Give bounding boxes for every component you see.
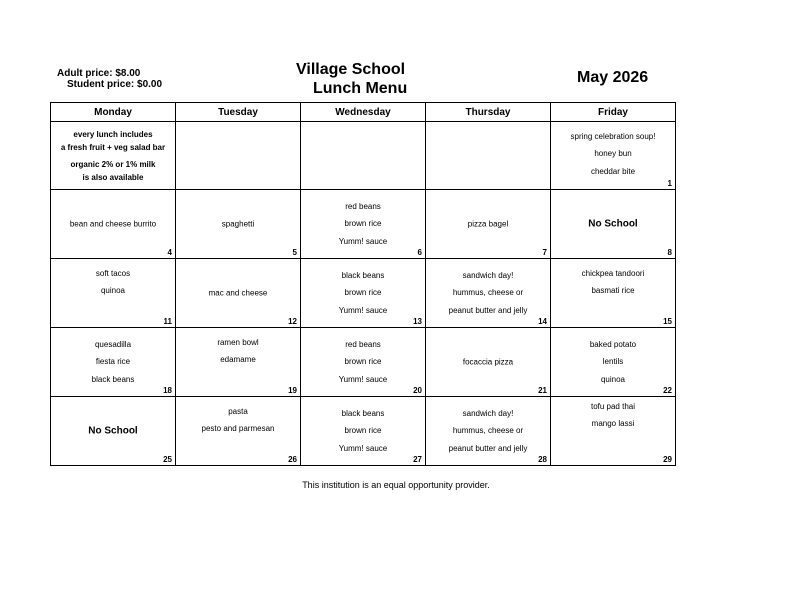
- menu-item: pesto and parmesan: [201, 424, 275, 434]
- weekday-header: Monday: [51, 103, 176, 122]
- menu-item: red beans: [345, 340, 381, 350]
- menu-item: edamame: [220, 355, 256, 365]
- day-number: 29: [663, 455, 672, 464]
- day-cell: [51, 397, 176, 466]
- menu-item: cheddar bite: [590, 166, 636, 176]
- menu-items: [301, 198, 425, 250]
- menu-item: mango lassi: [591, 419, 635, 429]
- menu-item: black beans: [341, 271, 385, 281]
- footer-statement: This institution is an equal opportunity provider.: [302, 480, 490, 490]
- menu-items: [426, 353, 550, 370]
- day-cell: [51, 328, 176, 397]
- day-cell: [551, 397, 676, 466]
- menu-items: [51, 336, 175, 388]
- menu-item: brown rice: [344, 219, 382, 229]
- title-line-2: Lunch Menu: [313, 80, 408, 97]
- day-cell: [551, 328, 676, 397]
- menu-items: [51, 422, 175, 439]
- empty-day-cell: [426, 122, 551, 190]
- day-number: 15: [663, 317, 672, 326]
- day-number: 4: [167, 248, 172, 257]
- menu-items: [51, 215, 175, 232]
- menu-item: chickpea tandoori: [581, 269, 645, 278]
- info-note-cell: [51, 122, 176, 190]
- day-number: 18: [163, 386, 172, 395]
- page-title: [296, 60, 426, 98]
- menu-item: hummus, cheese or: [452, 288, 524, 298]
- day-number: 27: [413, 455, 422, 464]
- weekday-header: Thursday: [426, 103, 551, 122]
- day-cell: [551, 259, 676, 328]
- menu-item: peanut butter and jelly: [448, 305, 528, 315]
- note-line: every lunch includes: [73, 129, 153, 139]
- day-number: 20: [413, 386, 422, 395]
- menu-item: ramen bowl: [217, 338, 259, 347]
- menu-items: [301, 336, 425, 388]
- note-line: a fresh fruit + veg salad bar: [60, 142, 166, 152]
- menu-items: [426, 215, 550, 232]
- day-cell: [301, 190, 426, 259]
- day-number: 11: [163, 317, 172, 326]
- day-cell: [426, 397, 551, 466]
- empty-day-cell: [176, 122, 301, 190]
- no-school-label: No School: [588, 218, 638, 230]
- menu-item: soft tacos: [95, 269, 131, 278]
- menu-item: Yumm! sauce: [338, 305, 388, 315]
- menu-item: quinoa: [600, 374, 626, 384]
- day-cell: [426, 328, 551, 397]
- empty-day-cell: [301, 122, 426, 190]
- week-row: [51, 190, 676, 259]
- menu-items: [51, 259, 175, 300]
- day-number: 26: [288, 455, 297, 464]
- menu-item: brown rice: [344, 357, 382, 367]
- day-number: 1: [667, 179, 672, 188]
- note-line: organic 2% or 1% milk: [70, 159, 156, 169]
- lunch-calendar: [50, 102, 676, 466]
- menu-item: red beans: [345, 202, 381, 212]
- menu-items: [176, 284, 300, 301]
- student-price: Student price: $0.00: [67, 79, 163, 90]
- menu-items: [426, 267, 550, 319]
- day-cell: [301, 397, 426, 466]
- menu-item: quesadilla: [94, 340, 132, 350]
- menu-items: [301, 405, 425, 457]
- day-number: 19: [288, 386, 297, 395]
- menu-item: peanut butter and jelly: [448, 443, 528, 453]
- day-cell: [426, 190, 551, 259]
- menu-items: [176, 397, 300, 438]
- day-number: 25: [163, 455, 172, 464]
- day-cell: [176, 397, 301, 466]
- menu-items: [551, 259, 675, 300]
- menu-items: [551, 397, 675, 433]
- day-number: 28: [538, 455, 547, 464]
- week-row: [51, 397, 676, 466]
- weekday-header: Tuesday: [176, 103, 301, 122]
- info-note: [51, 128, 175, 184]
- menu-item: sandwich day!: [462, 271, 514, 281]
- day-number: 22: [663, 386, 672, 395]
- menu-item: bean and cheese burrito: [69, 219, 157, 229]
- menu-items: [551, 122, 675, 180]
- menu-items: [176, 328, 300, 369]
- day-number: 8: [667, 248, 672, 257]
- no-school-label: No School: [88, 425, 138, 437]
- menu-item: baked potato: [589, 340, 637, 350]
- day-number: 12: [288, 317, 297, 326]
- adult-price: Adult price: $8.00: [57, 68, 141, 79]
- month-label: May 2026: [577, 69, 649, 86]
- menu-item: brown rice: [344, 288, 382, 298]
- day-cell: [176, 190, 301, 259]
- menu-item: Yumm! sauce: [338, 236, 388, 246]
- menu-item: black beans: [341, 409, 385, 419]
- menu-item: Yumm! sauce: [338, 443, 388, 453]
- menu-item: focaccia pizza: [462, 357, 514, 367]
- day-cell: [176, 328, 301, 397]
- menu-items: [301, 267, 425, 319]
- note-line: is also available: [82, 172, 144, 182]
- menu-item: quinoa: [100, 286, 126, 296]
- menu-item: hummus, cheese or: [452, 426, 524, 436]
- menu-item: Yumm! sauce: [338, 374, 388, 384]
- menu-item: lentils: [602, 357, 624, 367]
- menu-item: basmati rice: [591, 286, 635, 296]
- menu-item: brown rice: [344, 426, 382, 436]
- menu-item: spaghetti: [221, 219, 255, 229]
- day-number: 7: [542, 248, 547, 257]
- menu-item: fiesta rice: [95, 357, 131, 367]
- menu-items: [551, 336, 675, 388]
- menu-items: [426, 405, 550, 457]
- day-cell: [551, 190, 676, 259]
- day-cell: [301, 259, 426, 328]
- day-number: 6: [417, 248, 422, 257]
- week-row: [51, 122, 676, 190]
- menu-item: sandwich day!: [462, 409, 514, 419]
- day-cell: [51, 259, 176, 328]
- title-line-1: Village School: [296, 61, 406, 78]
- menu-items: [551, 215, 675, 232]
- weekday-header-row: [51, 103, 676, 122]
- menu-item: black beans: [91, 374, 135, 384]
- price-info: [57, 68, 162, 90]
- day-number: 21: [538, 386, 547, 395]
- weekday-header: Wednesday: [301, 103, 426, 122]
- day-cell: [301, 328, 426, 397]
- menu-items: [176, 215, 300, 232]
- day-cell: [426, 259, 551, 328]
- day-cell: [551, 122, 676, 190]
- menu-item: spring celebration soup!: [570, 132, 656, 141]
- day-cell: [51, 190, 176, 259]
- week-row: [51, 328, 676, 397]
- day-cell: [176, 259, 301, 328]
- weekday-header: Friday: [551, 103, 676, 122]
- menu-item: tofu pad thai: [590, 402, 636, 411]
- menu-item: mac and cheese: [208, 288, 268, 298]
- week-row: [51, 259, 676, 328]
- day-number: 5: [292, 248, 297, 257]
- day-number: 14: [538, 317, 547, 326]
- menu-item: pizza bagel: [467, 219, 509, 229]
- day-number: 13: [413, 317, 422, 326]
- menu-item: pasta: [228, 407, 248, 416]
- menu-item: honey bun: [594, 149, 632, 159]
